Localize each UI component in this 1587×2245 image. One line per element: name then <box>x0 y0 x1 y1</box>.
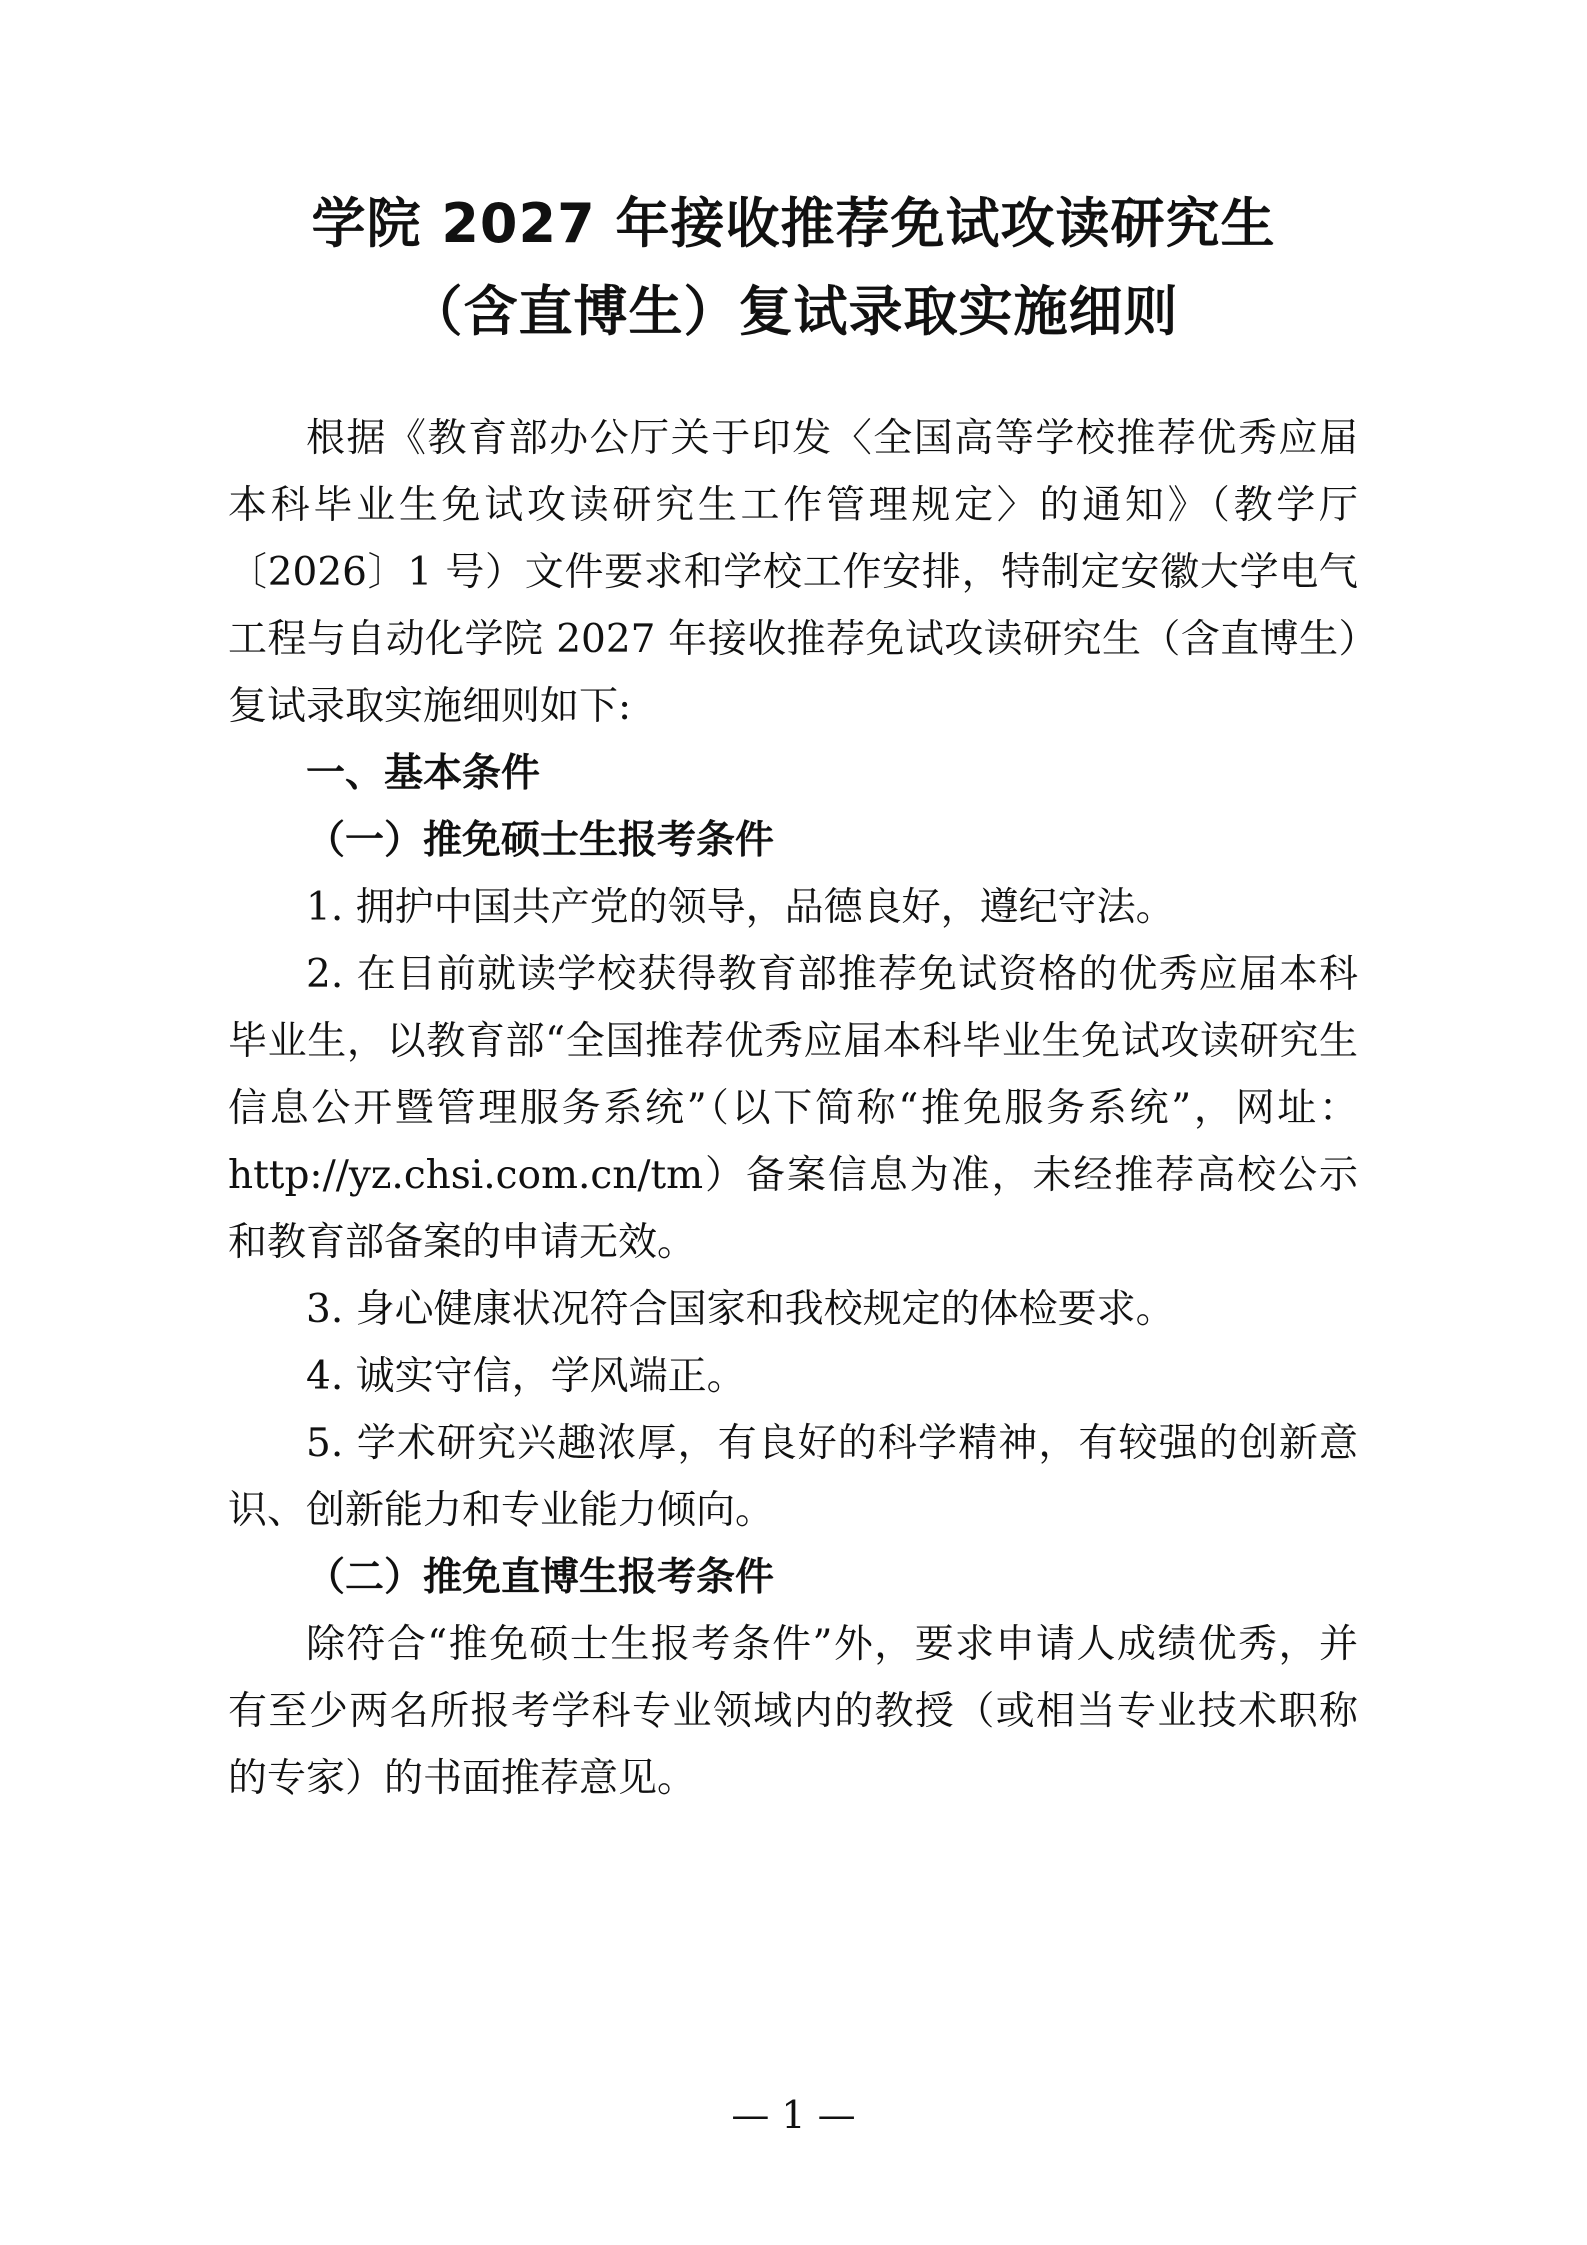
section-heading-basic-conditions: 一、基本条件 <box>306 751 541 796</box>
title-line-2: （含直博生）复试录取实施细则 <box>408 280 1179 343</box>
subsection-heading-master: （一）推免硕士生报考条件 <box>306 818 775 863</box>
title-line-1: 学院 2027 年接收推荐免试攻读研究生 <box>311 192 1276 255</box>
document-title <box>0 180 1587 356</box>
intro-paragraph: 根据《教育部办公厅关于印发〈全国高等学校推荐优秀应届本科毕业生免试攻读研究生工作管理规定〉的通知》（教学厅〔2026〕1 号）文件要求和学校工作安排，特制定安徽大学电气工程与自动化学院 2027 年接收推荐免试攻读研究生（含直博生）复试录取实施细则如下: <box>228 416 1358 729</box>
document-body <box>228 405 1358 1812</box>
page-number: — 1 — <box>731 2093 856 2137</box>
subsection-heading-direct-phd: （二）推免直博生报考条件 <box>306 1555 775 1600</box>
condition-item-3: 3. 身心健康状况符合国家和我校规定的体检要求。 <box>306 1287 1175 1332</box>
direct-phd-paragraph: 除符合“推免硕士生报考条件”外，要求申请人成绩优秀，并有至少两名所报考学科专业领域内的教授（或相当专业技术职称的专家）的书面推荐意见。 <box>228 1622 1358 1801</box>
condition-item-2: 2. 在目前就读学校获得教育部推荐免试资格的优秀应届本科毕业生，以教育部“全国推荐优秀应届本科毕业生免试攻读研究生信息公开暨管理服务系统”（以下简称“推免服务系统”，网址：http://yz.chsi.com.cn/tm）备案信息为准，未经推荐高校公示和教育部备案的申请无效。 <box>228 952 1358 1265</box>
condition-item-4: 4. 诚实守信，学风端正。 <box>306 1354 746 1399</box>
condition-item-1: 1. 拥护中国共产党的领导，品德良好，遵纪守法。 <box>306 885 1175 930</box>
condition-item-5: 5. 学术研究兴趣浓厚，有良好的科学精神，有较强的创新意识、创新能力和专业能力倾向。 <box>228 1421 1358 1533</box>
